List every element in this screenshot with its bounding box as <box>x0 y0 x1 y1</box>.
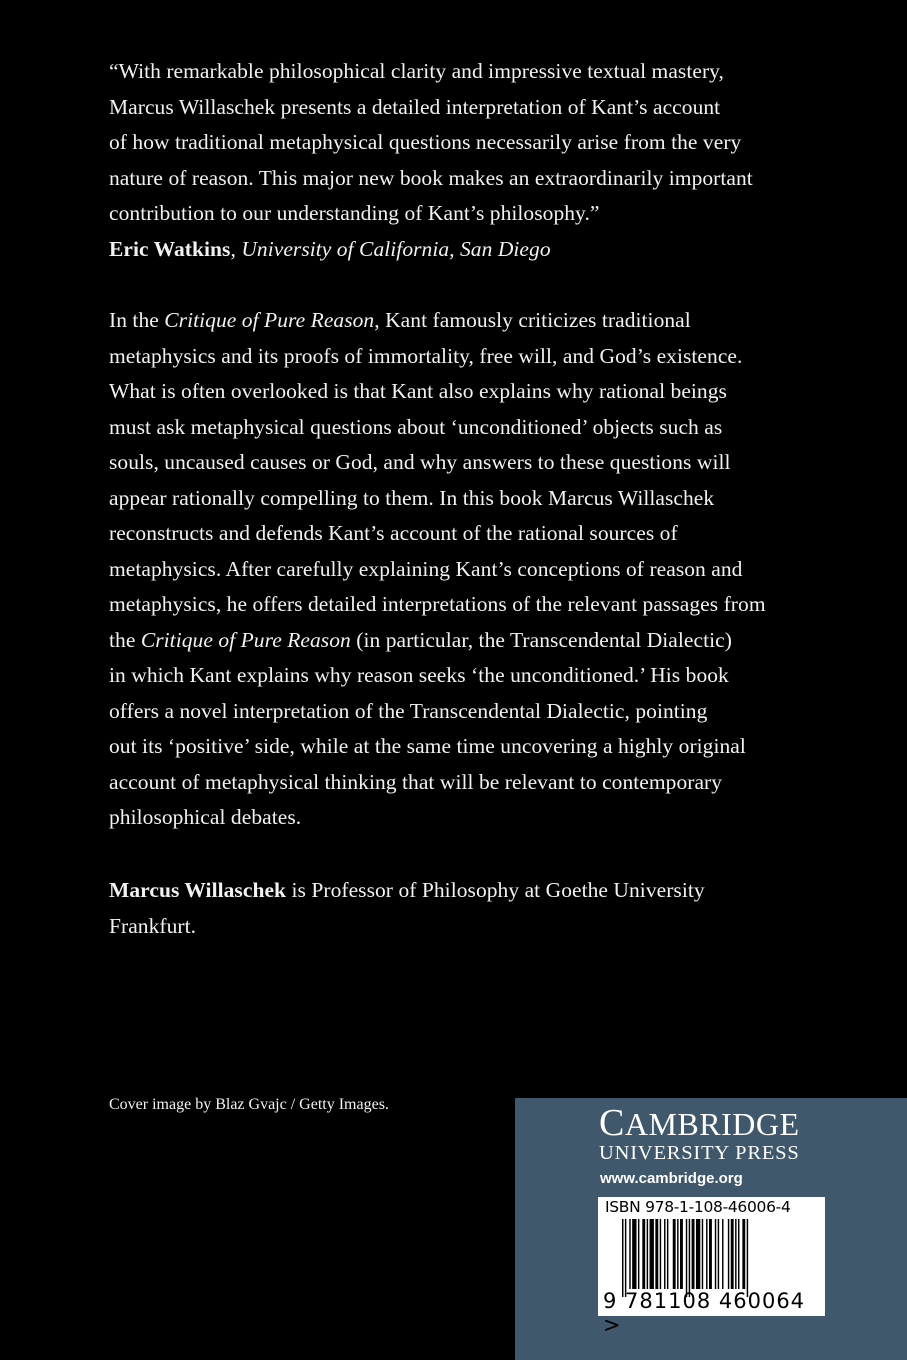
text-line <box>109 54 753 90</box>
text-segment: must ask metaphysical questions about ‘unconditioned’ objects such as <box>109 414 723 439</box>
text-segment: souls, uncaused causes or God, and why answers to these questions will <box>109 450 731 474</box>
text-line <box>109 765 766 801</box>
text-segment: account of metaphysical thinking that will be relevant to contemporary <box>109 769 723 794</box>
bold-text: Marcus Willaschek <box>109 878 287 902</box>
barcode-bar <box>677 1219 678 1289</box>
text-segment: “With remarkable philosophical clarity and impressive textual mastery, <box>109 59 724 83</box>
text-line <box>109 516 766 552</box>
text-segment: , <box>230 236 242 261</box>
text-line <box>109 232 753 268</box>
text-segment: nature of reason. This major new book makes an extraordinarily important <box>109 165 753 190</box>
text-line <box>109 729 766 765</box>
barcode-bar <box>692 1219 695 1289</box>
text-segment: in which Kant explains why reason seeks ‘the unconditioned.’ His book <box>109 663 729 687</box>
text-line <box>109 410 766 446</box>
text-segment: , Kant famously criticizes traditional <box>374 308 691 332</box>
text-line <box>109 873 705 909</box>
text-segment: In the <box>109 308 165 332</box>
text-line <box>109 658 766 694</box>
barcode-bar <box>625 1219 626 1297</box>
text-segment: Frankfurt. <box>109 913 197 938</box>
text-line <box>109 552 766 588</box>
logo-rest: AMBRIDGE <box>624 1106 800 1142</box>
text-line <box>109 445 766 481</box>
text-line <box>109 587 766 623</box>
text-line <box>109 303 766 339</box>
barcode-bar <box>667 1219 668 1289</box>
text-line <box>109 800 766 836</box>
barcode-bar <box>673 1219 676 1289</box>
barcode-bar <box>747 1219 748 1297</box>
text-segment: metaphysics, he offers detailed interpretations of the relevant passages from <box>109 592 766 616</box>
text-segment: is Professor of Philosophy at Goethe University <box>286 878 705 902</box>
text-segment: What is often overlooked is that Kant also explains why rational beings <box>109 379 727 403</box>
barcode-bar <box>642 1219 645 1289</box>
barcode-bar <box>718 1219 719 1289</box>
barcode-bar <box>632 1219 636 1289</box>
barcode-bar <box>664 1219 665 1289</box>
barcode-bar <box>660 1219 661 1289</box>
text-segment: out its ‘positive’ side, while at the same time uncovering a highly original <box>109 734 746 758</box>
barcode-bar <box>702 1219 703 1289</box>
text-segment: metaphysics and its proofs of immortality, free will, and God’s existence. <box>109 343 743 368</box>
barcode-bar <box>731 1219 734 1289</box>
text-segment: the <box>109 627 141 652</box>
italic-text: Critique of Pure Reason <box>140 627 351 652</box>
barcode-bar <box>715 1219 716 1289</box>
text-line <box>109 909 705 945</box>
text-line <box>109 374 766 410</box>
barcode-bar <box>728 1219 729 1289</box>
barcode-bar <box>689 1219 690 1297</box>
barcode-bar <box>629 1219 630 1289</box>
logo-initial: C <box>599 1102 625 1144</box>
barcode-bar <box>655 1219 658 1289</box>
barcode-bar <box>735 1219 736 1289</box>
barcode-bar <box>722 1219 723 1289</box>
text-line <box>109 125 753 161</box>
cover-image-credit: Cover image by Blaz Gvajc / Getty Images. <box>109 1096 389 1113</box>
barcode-bar <box>680 1219 683 1289</box>
publisher-subtitle: UNIVERSITY PRESS <box>599 1142 800 1164</box>
text-line <box>109 339 766 375</box>
publisher-panel <box>515 1098 907 1360</box>
text-line <box>109 90 753 126</box>
text-segment: appear rationally compelling to them. In this book Marcus Willaschek <box>109 485 715 510</box>
bold-text: Eric Watkins <box>109 236 231 261</box>
text-segment: (in particular, the Transcendental Dialectic) <box>350 627 732 652</box>
barcode-bar <box>706 1219 707 1289</box>
barcode-bar <box>647 1219 648 1289</box>
author-bio <box>109 873 705 944</box>
barcode-bar <box>622 1219 623 1297</box>
barcode-bar <box>638 1219 639 1289</box>
ean-digits: 9 781108 460064 > <box>603 1289 806 1337</box>
barcode-bar <box>742 1219 745 1289</box>
text-segment: of how traditional metaphysical questions necessarily arise from the very <box>109 130 742 154</box>
text-line <box>109 623 766 659</box>
barcode-bar <box>696 1219 700 1289</box>
barcode-bar <box>709 1219 712 1289</box>
text-segment: reconstructs and defends Kant’s account of the rational sources of <box>109 521 678 545</box>
barcode-box <box>598 1197 825 1337</box>
text-line <box>109 694 766 730</box>
italic-text: University of California, San Diego <box>241 236 551 261</box>
book-description <box>109 303 766 836</box>
isbn-label: ISBN 978-1-108-46006-4 <box>605 1198 791 1216</box>
barcode-bar <box>738 1219 739 1289</box>
text-segment: contribution to our understanding of Kant’s philosophy.” <box>109 201 600 225</box>
barcode-icon <box>622 1219 804 1297</box>
text-segment: offers a novel interpretation of the Transcendental Dialectic, pointing <box>109 698 708 723</box>
publisher-url: www.cambridge.org <box>600 1170 743 1187</box>
text-line <box>109 196 753 232</box>
barcode-bar <box>686 1219 687 1297</box>
text-line <box>109 481 766 517</box>
text-segment: Marcus Willaschek presents a detailed interpretation of Kant’s account <box>109 94 721 119</box>
publisher-logo-name <box>599 1102 800 1144</box>
text-line <box>109 161 753 197</box>
endorsement-quote <box>109 54 753 267</box>
text-segment: metaphysics. After carefully explaining Kant’s conceptions of reason and <box>109 556 743 581</box>
italic-text: Critique of Pure Reason <box>164 308 375 332</box>
text-segment: philosophical debates. <box>109 805 302 829</box>
barcode-bar <box>650 1219 654 1289</box>
